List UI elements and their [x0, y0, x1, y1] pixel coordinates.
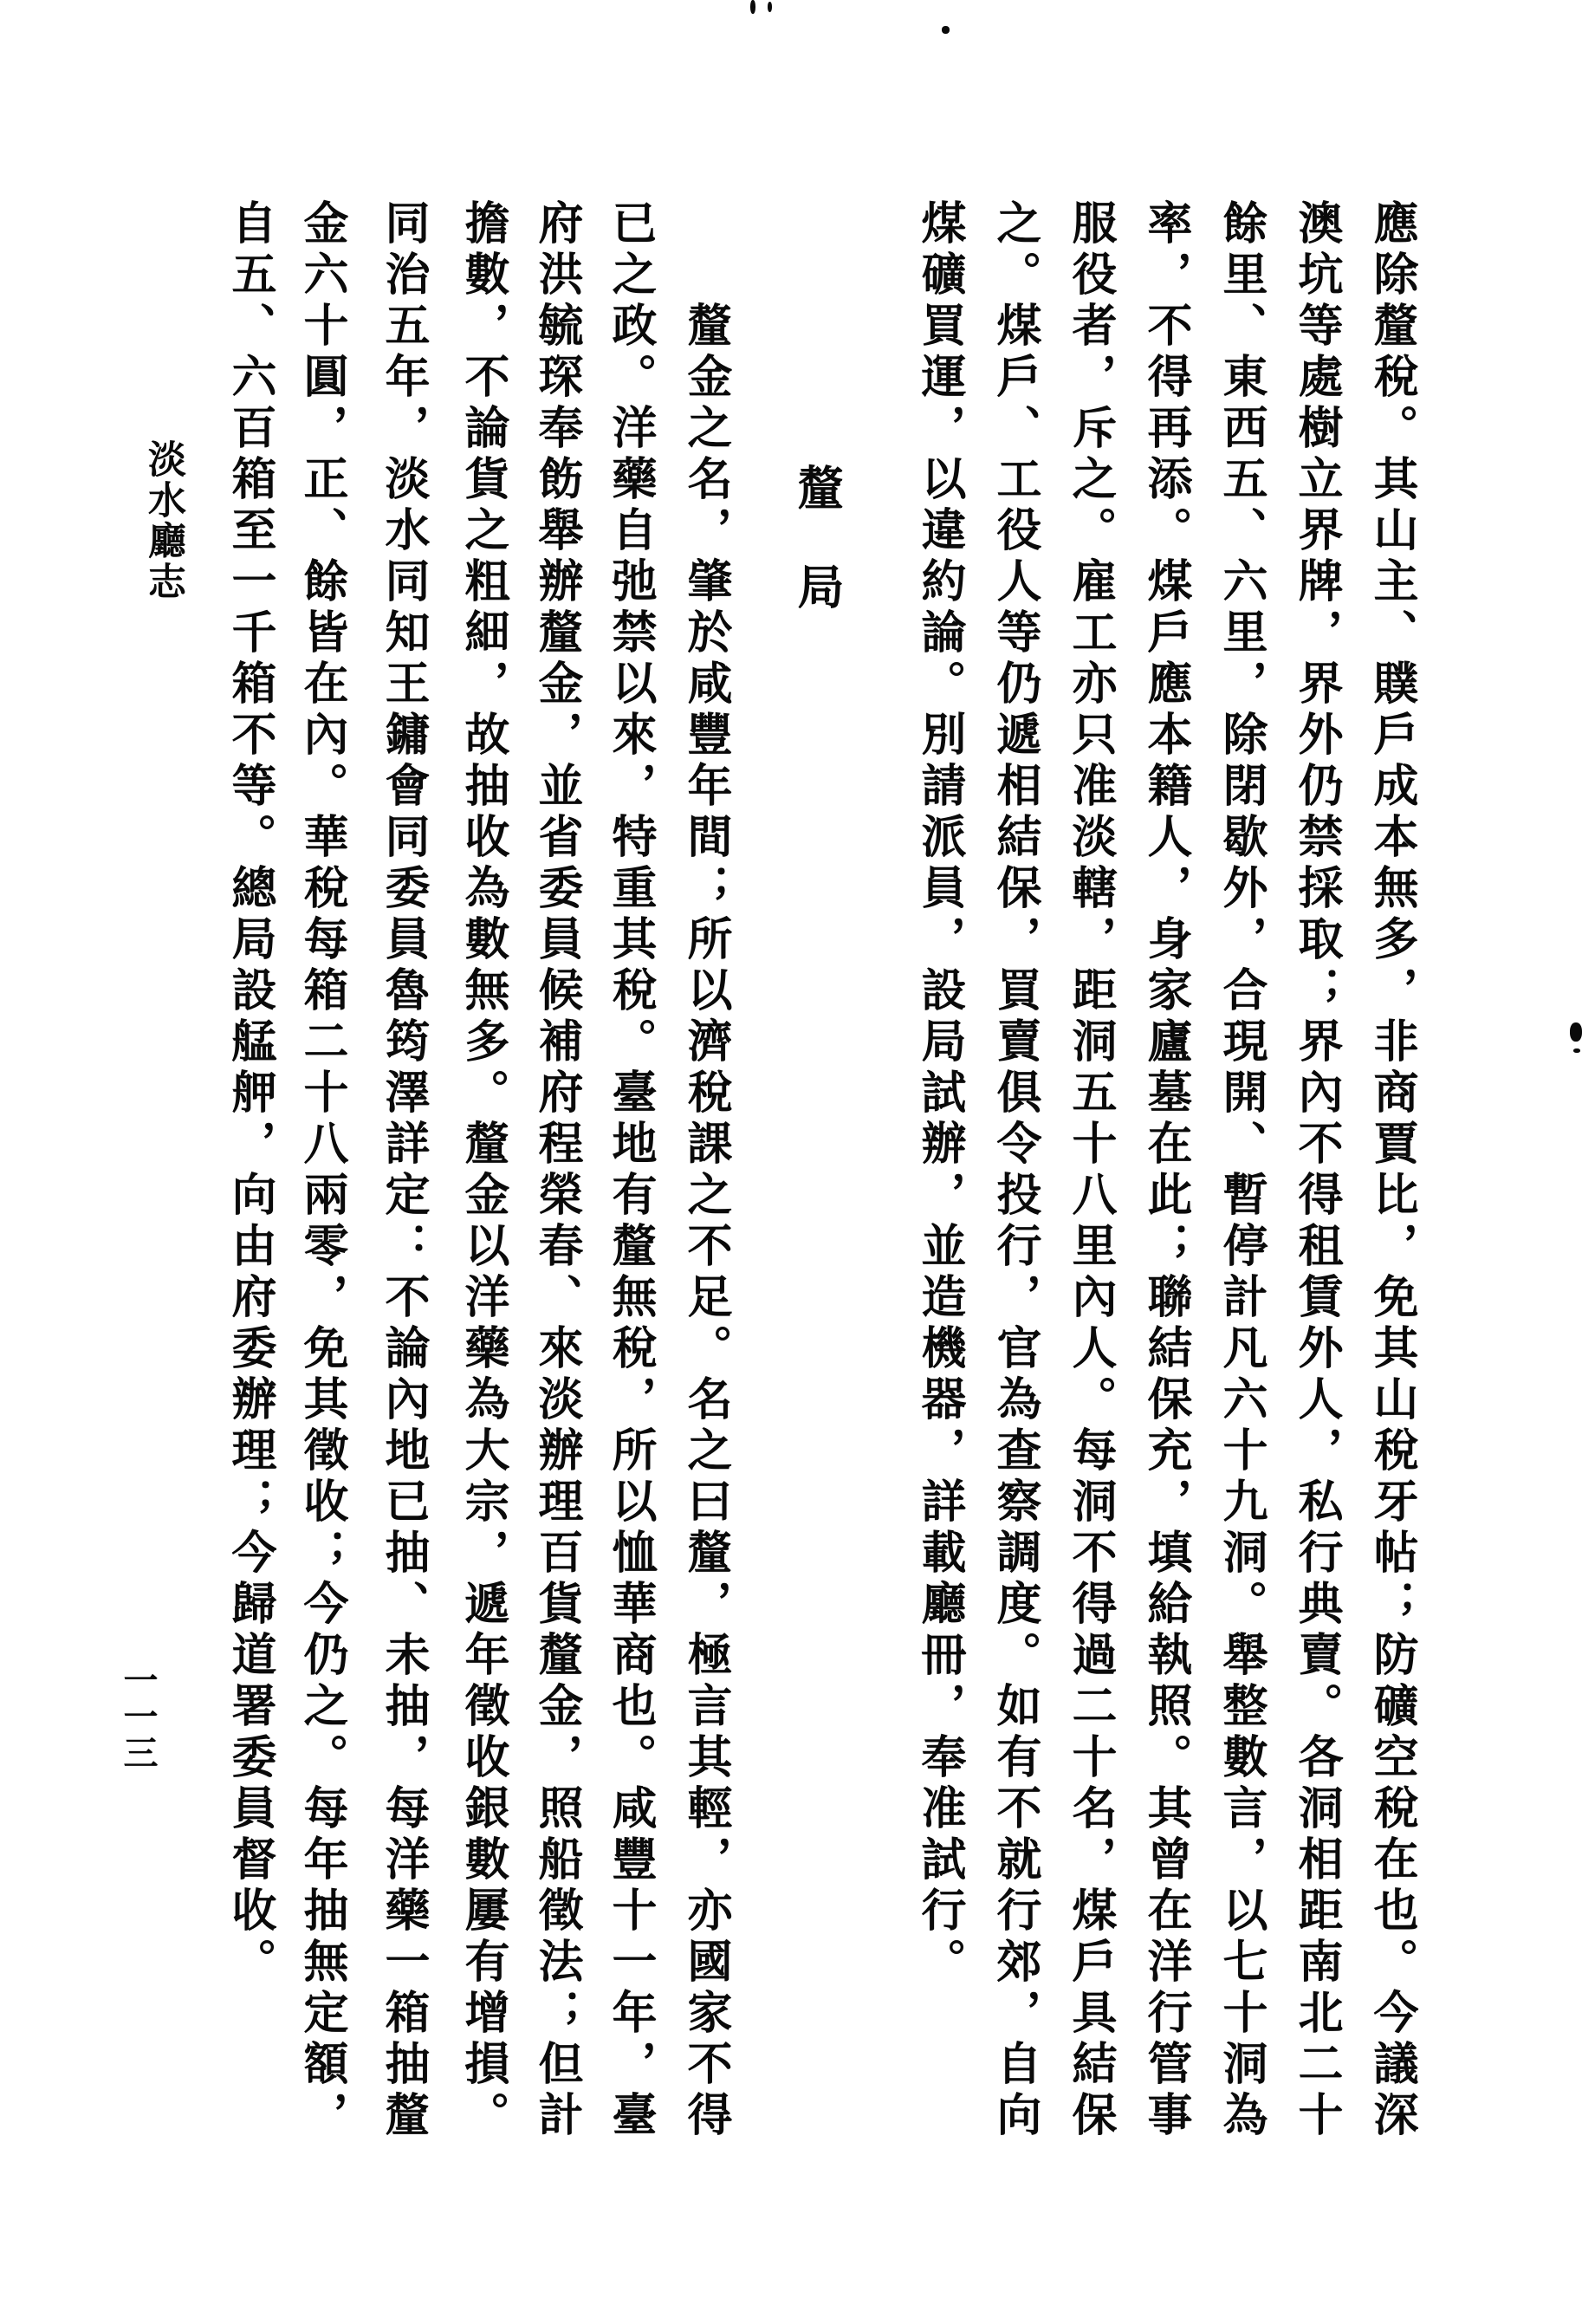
ink-speck — [1570, 1022, 1582, 1042]
coal-text-column-1: 應除釐稅。其山主、贌戶成本無多，非商賈比，免其山稅牙帖；防礦空稅在也。今議深 — [1365, 199, 1418, 2142]
coal-text-column-3: 餘里、東西五、六里，除閉歇外，合現開、暫停計凡六十九洞。舉整數言，以七十洞為 — [1215, 199, 1268, 2142]
likin-text-column-5: 同治五年，淡水同知王鏞會同委員魯筠澤詳定：不論內地已抽、未抽，每洋藥一箱抽釐 — [377, 199, 430, 2142]
coal-text-column-5: 服役者，斥之。雇工亦只准淡轄，距洞五十八里內人。每洞不得過二十名，煤戶具結保 — [1064, 199, 1117, 2142]
ink-speck — [768, 2, 772, 12]
likin-text-column-3: 府洪毓琛奉飭舉辦釐金，並省委員候補府程榮春、來淡辦理百貨釐金，照船徵法；但計 — [530, 199, 583, 2142]
likin-text-column-1: 釐金之名，肇於咸豐年間；所以濟稅課之不足。名之曰釐，極言其輕，亦國家不得 — [679, 302, 732, 2142]
ink-speck — [750, 0, 755, 14]
ink-speck — [942, 26, 950, 34]
likin-text-column-6: 金六十圓，正、餘皆在內。華稅每箱二十八兩零，免其徵收；今仍之。每年抽無定額， — [295, 199, 348, 2142]
section-header-likin-bureau: 釐局 — [790, 464, 846, 661]
coal-text-column-6: 之。煤戶、工役人等仍遞相結保，買賣俱令投行，官為查察調度。如有不就行郊，自向 — [989, 199, 1041, 2142]
likin-text-column-2: 已之政。洋藥自弛禁以來，特重其稅。臺地有釐無稅，所以恤華商也。咸豐十一年，臺 — [604, 199, 657, 2142]
likin-text-column-4: 擔數，不論貨之粗細，故抽收為數無多。釐金以洋藥為大宗，遞年徵收銀數屢有增損。 — [457, 199, 509, 2142]
ink-speck — [1573, 1048, 1580, 1053]
margin-book-title: 淡水廳志 — [141, 439, 185, 602]
coal-text-column-7: 煤礦買運，以違約論。別請派員，設局試辦，並造機器，詳載廳冊，奉准試行。 — [913, 199, 966, 1989]
coal-text-column-2: 澳坑等處樹立界牌，界外仍禁採取；界內不得租賃外人，私行典賣。各洞相距南北二十 — [1290, 199, 1343, 2142]
page-number: 一一三 — [118, 1662, 159, 1771]
likin-text-column-7: 自五、六百箱至一千箱不等。總局設艋舺，向由府委辦理；今歸道署委員督收。 — [224, 199, 276, 1989]
coal-text-column-4: 率，不得再添。煤戶應本籍人，身家廬墓在此；聯結保充，填給執照。其曾在洋行管事 — [1139, 199, 1192, 2142]
